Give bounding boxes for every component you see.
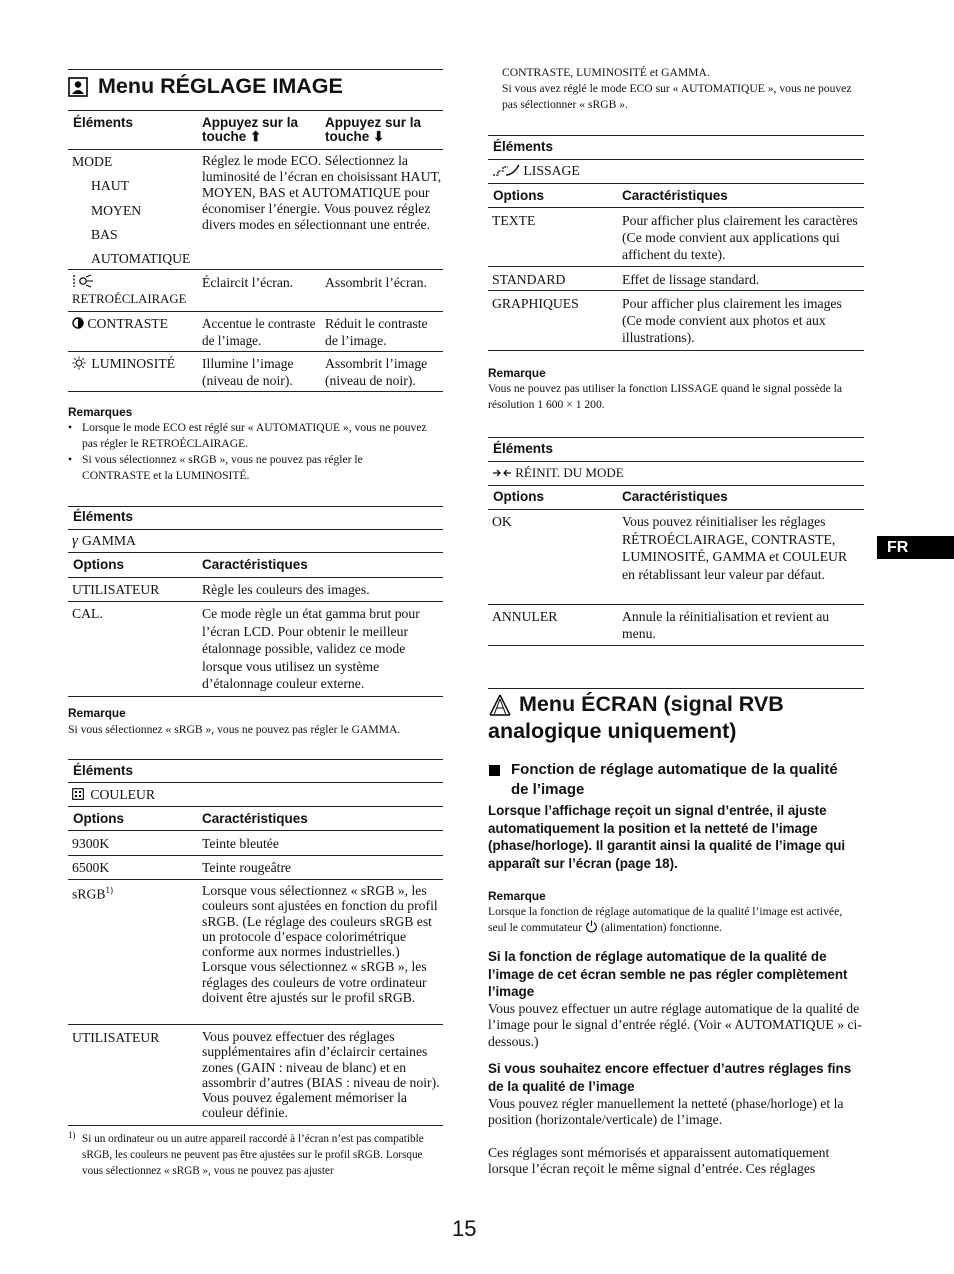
- retro-label: RETROÉCLAIRAGE: [72, 292, 187, 306]
- contraste-label: CONTRASTE: [87, 316, 169, 331]
- gamma-elements-header: Éléments: [73, 509, 134, 524]
- table-rule: [68, 1024, 443, 1025]
- screen-position-icon: [488, 694, 512, 716]
- gamma-item: [72, 532, 136, 550]
- table-rule: [68, 577, 443, 578]
- para2-heading: Si vous souhaitez encore effectuer d’autres réglages fins de la qualité de l’image: [488, 1061, 852, 1094]
- lissage-opt-1: TEXTE: [492, 213, 536, 228]
- luminosite-down: Assombrit l’image (niveau de noir).: [325, 356, 428, 388]
- power-icon: [585, 920, 598, 933]
- lissage-caract-header: Caractéristiques: [622, 188, 728, 203]
- intro-bold: Lorsque l’affichage reçoit un signal d’entrée, il ajuste automatiquement la position et la netteté de l’image (phase/horloge). Il garantit ainsi la qualité de l’image qui apparaît sur l’écran (page 18).: [488, 803, 846, 871]
- couleur-desc-4: Vous pouvez effectuer des réglages supplémentaires afin d’éclaircir certaines zones (GAIN : niveau de blanc) et en assombrir d’autres (BIAS : niveau de noir). Vous pouvez également mémoriser la couleur définie.: [202, 1029, 440, 1121]
- para1-text: Vous pouvez effectuer un autre réglage automatique de la qualité de l’image pour le signal d’entrée réglé. (Voir « AUTOMATIQUE » ci-dessous.): [488, 1001, 862, 1049]
- couleur-opt-1: 9300K: [72, 836, 110, 851]
- title-rule-top: [68, 69, 443, 70]
- lissage-desc-1: Pour afficher plus clairement les caractères (Ce mode convient aux applications qui affichent du texte).: [622, 213, 858, 262]
- couleur-opt-3: [72, 882, 113, 903]
- table-rule: [488, 183, 864, 184]
- contraste-cell: [72, 315, 168, 332]
- gamma-icon: γ: [72, 533, 78, 549]
- gamma-caract-header: Caractéristiques: [202, 557, 308, 572]
- reinit-desc-1: Vous pouvez réinitialiser les réglages RÉTROÉCLAIRAGE, CONTRASTE, LUMINOSITÉ, GAMMA et COULEUR en rétablissant leur valeur par défaut.: [622, 514, 848, 582]
- ecran-title-line1: Menu ÉCRAN (signal RVB: [519, 692, 784, 716]
- retro-up: Éclaircit l’écran.: [202, 275, 294, 290]
- para2-text: Vous pouvez régler manuellement la netteté (phase/horloge) et la position (horizontale/verticale) de l’image.: [488, 1096, 844, 1128]
- lissage-desc-3: Pour afficher plus clairement les images (Ce mode convient aux photos et aux illustrations).: [622, 296, 842, 345]
- header-down: Appuyez sur la touche ⬇: [325, 115, 422, 144]
- remarque-item-1: Lorsque le mode ECO est réglé sur « AUTOMATIQUE », vous ne pouvez pas régler le RETROÉCLAIRAGE.: [82, 421, 427, 450]
- gamma-note-text: Si vous sélectionnez « sRGB », vous ne pouvez pas régler le GAMMA.: [68, 723, 401, 736]
- reinit-label: RÉINIT. DU MODE: [515, 465, 624, 480]
- table-rule: [488, 509, 864, 510]
- header-elements: Éléments: [73, 115, 134, 130]
- picture-icon: [68, 77, 88, 97]
- table-rule: [68, 601, 443, 602]
- table-rule: [488, 159, 864, 160]
- table-rule: [68, 529, 443, 530]
- luminosite-label: LUMINOSITÉ: [91, 356, 176, 371]
- contraste-up: Accentue le contraste de l’image.: [202, 316, 316, 348]
- table-rule: [68, 1125, 443, 1126]
- table-rule: [488, 135, 864, 136]
- backlight-icon: [72, 274, 94, 288]
- mode-sub-haut: HAUT: [91, 178, 130, 193]
- gamma-opt-1: UTILISATEUR: [72, 582, 160, 597]
- table-rule: [488, 266, 864, 267]
- couleur-desc-2: Teinte rougeâtre: [202, 860, 292, 875]
- section-title-ecran: [488, 690, 864, 718]
- table-rule: [488, 645, 864, 646]
- reset-icon: [492, 468, 512, 478]
- reinit-elements-header: Éléments: [493, 441, 554, 456]
- reinit-options-header: Options: [493, 489, 544, 504]
- para1-heading: Si la fonction de réglage automatique de la qualité de l’image de cet écran semble ne pas régler complètement l’image: [488, 949, 848, 1000]
- ecran-title-line2: analogique uniquement): [488, 719, 737, 743]
- lissage-label: LISSAGE: [523, 163, 580, 178]
- luminosite-cell: [72, 355, 175, 372]
- mode-sub-moyen: MOYEN: [91, 203, 142, 218]
- srgb-footnote-mark: 1): [105, 885, 113, 895]
- lissage-opt-3: GRAPHIQUES: [492, 296, 579, 311]
- table-rule: [68, 391, 443, 392]
- mode-sub-auto: AUTOMATIQUE: [91, 251, 191, 266]
- page-title: Menu RÉGLAGE IMAGE: [98, 74, 343, 98]
- reinit-opt-1: OK: [492, 514, 512, 529]
- auto-note-text-after: (alimentation) fonctionne.: [600, 921, 722, 934]
- mode-sub-bas: BAS: [91, 227, 118, 242]
- auto-note-heading: Remarque: [488, 889, 546, 903]
- gamma-options-header: Options: [73, 557, 124, 572]
- remarque-bullet-2: •: [68, 453, 73, 466]
- contrast-icon: [72, 317, 84, 329]
- table-rule: [488, 485, 864, 486]
- para3-text: Ces réglages sont mémorisés et apparaissent automatiquement lorsque l’écran reçoit le même signal d’entrée. Ces réglages: [488, 1145, 830, 1177]
- footnote-text: Si un ordinateur ou un autre appareil raccordé à l’écran n’est pas compatible sRGB, les couleurs ne peuvent pas être ajustées sur le profil sRGB. Lorsque vous sélectionnez « sRGB », vous ne pouvez pas ajuster: [82, 1133, 424, 1177]
- remarque-bullet-1: •: [68, 421, 73, 434]
- gamma-note-heading: Remarque: [68, 706, 126, 720]
- srgb-label: sRGB: [72, 886, 106, 902]
- couleur-caract-header: Caractéristiques: [202, 811, 308, 826]
- auto-note-text-before: Lorsque la fonction de réglage automatique de la qualité l’image est activée, seul le commutateur: [488, 905, 843, 934]
- table-rule: [68, 806, 443, 807]
- reinit-opt-2: ANNULER: [492, 609, 558, 624]
- gamma-desc-2: Ce mode règle un état gamma brut pour l’écran LCD. Pour obtenir le meilleur étalonnage possible, validez ce mode lorsque vous utilisez un système d’étalonnage couleur externe.: [202, 606, 420, 691]
- table-rule: [68, 830, 443, 831]
- square-bullet-icon: [489, 765, 500, 776]
- brightness-icon: [72, 356, 86, 370]
- couleur-desc-3: Lorsque vous sélectionnez « sRGB », les couleurs sont ajustées en fonction du profil sRGB. (Le réglage des couleurs sRGB est un protocole d’espace colorimétrique conforme aux normes industrielles.) Lorsque vous sélectionnez « sRGB », les réglages des couleurs de votre ordinateur doivent être ajustés sur le profil sRGB.: [202, 883, 438, 1006]
- couleur-item: [72, 786, 155, 803]
- table-rule: [488, 604, 864, 605]
- footnote-mark: 1): [68, 1130, 76, 1140]
- reinit-desc-2: Annule la réinitialisation et revient au menu.: [622, 609, 830, 641]
- table-rule: [68, 855, 443, 856]
- table-rule: [488, 461, 864, 462]
- lissage-elements-header: Éléments: [493, 139, 554, 154]
- reinit-item: [492, 464, 624, 481]
- couleur-desc-1: Teinte bleutée: [202, 836, 279, 851]
- reinit-caract-header: Caractéristiques: [622, 489, 728, 504]
- table-rule: [488, 437, 864, 438]
- mode-description: Réglez le mode ECO. Sélectionnez la luminosité de l’écran en choisissant HAUT, MOYEN, BAS et AUTOMATIQUE pour économiser l’énergie. Vous pouvez réglez divers modes en sélectionnant une entrée.: [202, 153, 442, 232]
- couleur-label: COULEUR: [90, 787, 156, 802]
- lissage-item: [492, 162, 580, 179]
- eco-note-text: Si vous avez réglé le mode ECO sur « AUTOMATIQUE », vous ne pouvez pas sélectionner « sRGB ».: [502, 82, 852, 111]
- smoothing-icon: [492, 164, 520, 176]
- table-rule: [68, 351, 443, 352]
- mode-label: MODE: [72, 154, 113, 169]
- table-rule: [68, 110, 443, 111]
- table-rule: [68, 269, 443, 270]
- table-rule: [68, 759, 443, 760]
- table-rule: [68, 879, 443, 880]
- section-title-image: [68, 72, 343, 100]
- contraste-down: Réduit le contraste de l’image.: [325, 316, 428, 348]
- table-rule: [488, 350, 864, 351]
- lissage-options-header: Options: [493, 188, 544, 203]
- title-rule-top: [488, 688, 864, 689]
- page-number: 15: [452, 1216, 477, 1241]
- auto-note-text: [488, 904, 853, 936]
- table-rule: [68, 506, 443, 507]
- table-rule: [68, 552, 443, 553]
- couleur-opt-2: 6500K: [72, 860, 110, 875]
- table-rule: [68, 311, 443, 312]
- table-rule: [488, 290, 864, 291]
- header-up: Appuyez sur la touche ⬆: [202, 115, 299, 144]
- lissage-opt-2: STANDARD: [492, 272, 566, 287]
- retro-down: Assombrit l’écran.: [325, 275, 427, 290]
- color-icon: [72, 788, 84, 800]
- table-rule: [68, 782, 443, 783]
- gamma-opt-2: CAL.: [72, 606, 103, 621]
- language-tab: FR: [877, 536, 954, 559]
- gamma-label: GAMMA: [81, 533, 136, 548]
- couleur-opt-4: UTILISATEUR: [72, 1030, 160, 1045]
- gamma-desc-1: Règle les couleurs des images.: [202, 582, 370, 597]
- remarque-item-2: Si vous sélectionnez « sRGB », vous ne pouvez pas régler le CONTRASTE et la LUMINOSITÉ.: [82, 453, 363, 482]
- lissage-note-text: Vous ne pouvez pas utiliser la fonction LISSAGE quand le signal possède la résolution 1 600 × 1 200.: [488, 382, 842, 411]
- table-rule: [68, 149, 443, 150]
- luminosite-up: Illumine l’image (niveau de noir).: [202, 356, 294, 388]
- subsection-title: Fonction de réglage automatique de la qualité de l’image: [511, 761, 838, 798]
- couleur-options-header: Options: [73, 811, 124, 826]
- table-rule: [68, 696, 443, 697]
- continuation-text: CONTRASTE, LUMINOSITÉ et GAMMA.: [502, 66, 710, 79]
- lissage-note-heading: Remarque: [488, 366, 546, 380]
- lissage-desc-2: Effet de lissage standard.: [622, 272, 760, 287]
- couleur-elements-header: Éléments: [73, 763, 134, 778]
- remarques-heading: Remarques: [68, 405, 133, 419]
- table-rule: [488, 207, 864, 208]
